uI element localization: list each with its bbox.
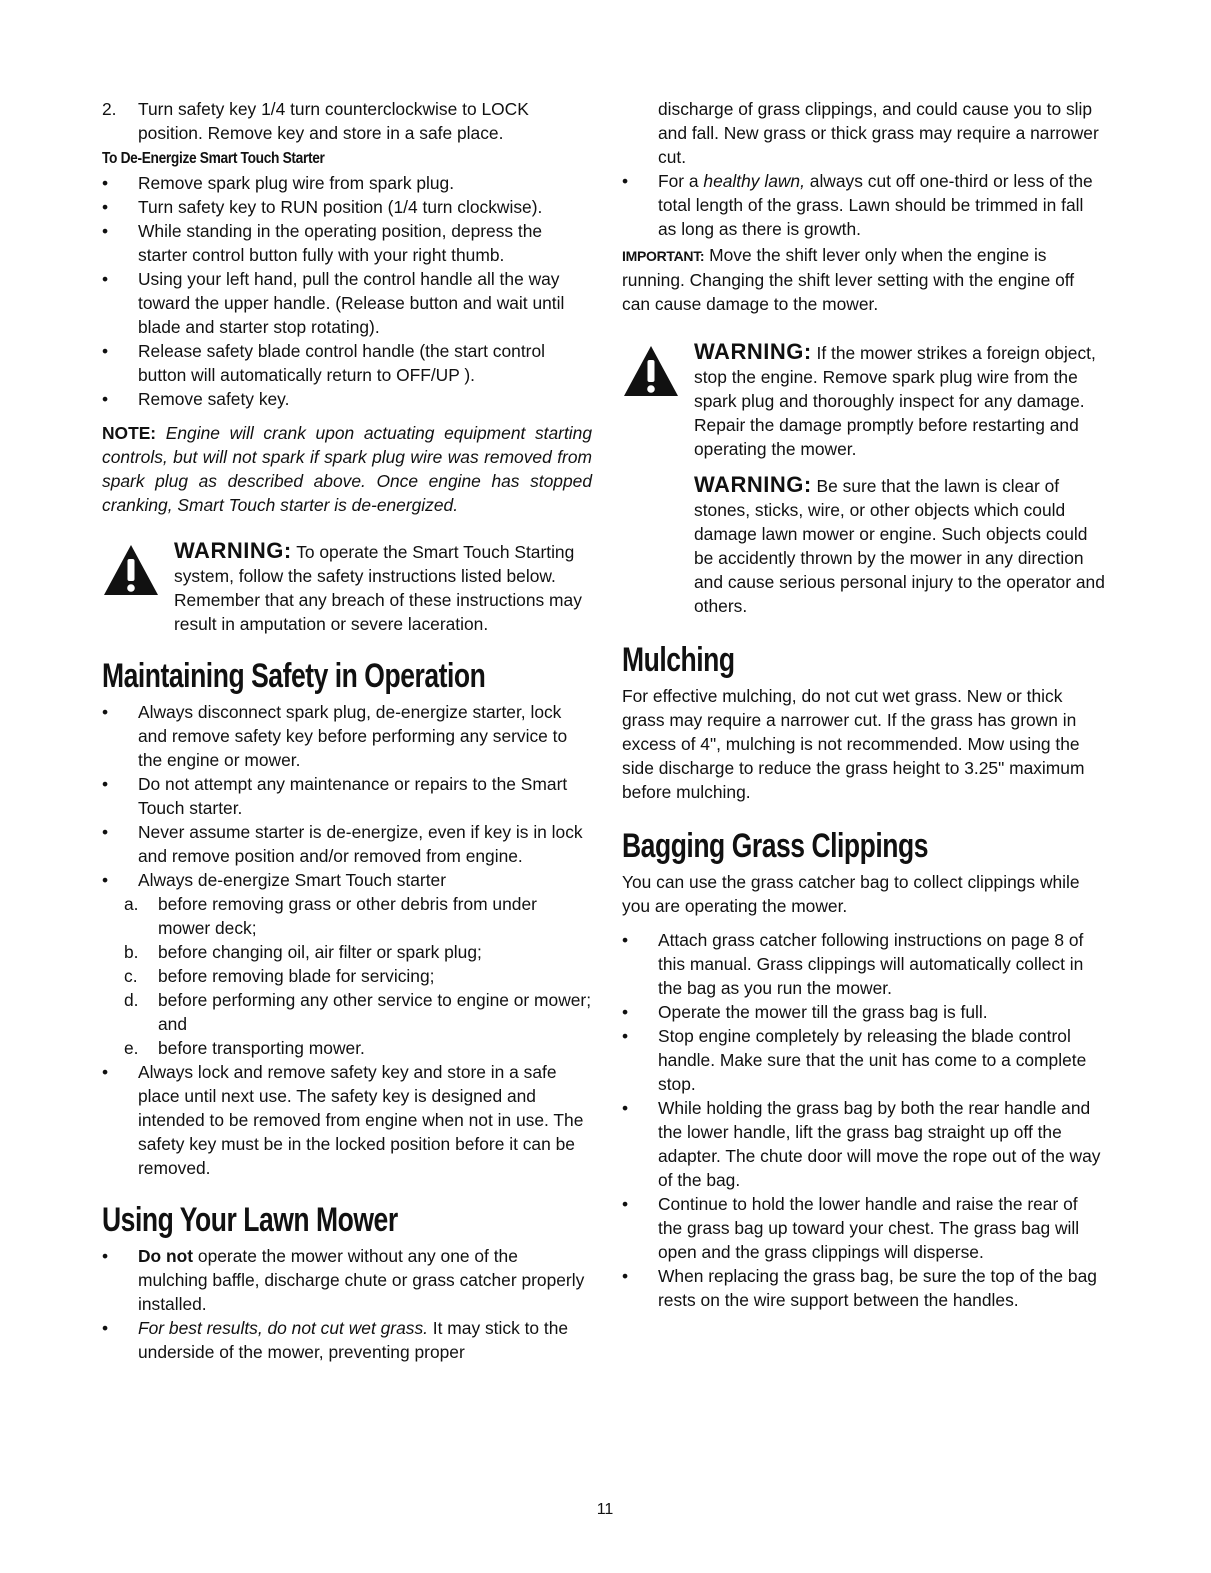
- list-item: [102, 1316, 592, 1364]
- list-item: • While holding the grass bag by both the rear handle and the lower handle, lift the grass bag straight up off the adapter. The chute door will move the rope out of the way of the bag.: [622, 1096, 1106, 1192]
- step-2-number: 2.: [102, 99, 117, 119]
- warning-label: WARNING:: [694, 472, 812, 497]
- using-mower-heading: Using Your Lawn Mower: [102, 1201, 398, 1239]
- healthy-rest: always cut off one-third or less of the total length of the grass. Lawn should be trimmed in fall as long as there is growth.: [658, 171, 1093, 239]
- step-2-text: Turn safety key 1/4 turn counterclockwise to LOCK position. Remove key and store in a safe place.: [138, 99, 529, 143]
- sub-letter: a.: [124, 894, 139, 914]
- maint-sub-list: [102, 892, 592, 1060]
- healthy-lawn-list: [622, 169, 1106, 241]
- maintenance-list: [102, 700, 592, 1180]
- do-not-text: Do not: [138, 1246, 194, 1266]
- left-column: [102, 97, 592, 1364]
- list-item: • Remove safety key.: [102, 387, 592, 411]
- best-results-text: For best results, do not cut wet grass.: [138, 1318, 428, 1338]
- warning-label: WARNING:: [174, 538, 292, 563]
- sub-text: before transporting mower.: [158, 1038, 365, 1058]
- deenergize-list: [102, 171, 592, 411]
- list-item: • Do not attempt any maintenance or repairs to the Smart Touch starter.: [102, 772, 592, 820]
- page-number: 11: [596, 1501, 614, 1518]
- warning-text: To operate the Smart Touch Starting system, follow the safety instructions listed below. Remember that any breach of these instructions may result in amputation or severe laceration.: [174, 542, 582, 634]
- list-item: • Always lock and remove safety key and store in a safe place until next use. The safety key is designed and intended to be removed from engine when not in use. The safety key must be in the locked position before it can be removed.: [102, 1060, 592, 1180]
- warning-triangle-icon: [102, 543, 160, 597]
- list-item: • Remove spark plug wire from spark plug.: [102, 171, 592, 195]
- mulching-text: For effective mulching, do not cut wet grass. New or thick grass may require a narrower cut. If the grass has grown in excess of 4", mulching is not recommended. Mow using the side discharge to reduce the grass height to 3.25" maximum before mulching.: [622, 686, 1085, 802]
- warning-block-1: [102, 539, 592, 636]
- list-item: • Attach grass catcher following instructions on page 8 of this manual. Grass clippings will automatically collect in the bag as you run the mower.: [622, 928, 1106, 1000]
- bagging-intro: You can use the grass catcher bag to collect clippings while you are operating the mower.: [622, 872, 1080, 916]
- warning-label: WARNING:: [694, 339, 812, 364]
- list-item: • When replacing the grass bag, be sure the top of the bag rests on the wire support between the handles.: [622, 1264, 1106, 1312]
- note-label: NOTE:: [102, 423, 157, 443]
- using-1-rest: operate the mower without any one of the mulching baffle, discharge chute or grass catcher properly installed.: [138, 1246, 585, 1314]
- bagging-list: [622, 928, 1106, 1312]
- sub-letter: b.: [124, 942, 139, 962]
- important-text: Move the shift lever only when the engine is running. Changing the shift lever setting with the engine off can cause damage to the mower.: [622, 245, 1075, 314]
- list-item: • Always disconnect spark plug, de-energize starter, lock and remove safety key before performing any service to the engine or mower.: [102, 700, 592, 772]
- sub-list-item: [102, 988, 592, 1036]
- sub-list-item: [102, 964, 592, 988]
- continued-text: discharge of grass clippings, and could cause you to slip and fall. New grass or thick grass may require a narrower cut.: [658, 99, 1099, 167]
- mulching-heading: Mulching: [622, 641, 735, 679]
- list-item: • Stop engine completely by releasing the blade control handle. Make sure that the unit has come to a complete stop.: [622, 1024, 1106, 1096]
- list-item: • While standing in the operating position, depress the starter control button fully with your right thumb.: [102, 219, 592, 267]
- warning-text: If the mower strikes a foreign object, stop the engine. Remove spark plug wire from the spark plug and thoroughly inspect for any damage. Repair the damage promptly before restarting and operating the mower.: [694, 343, 1096, 459]
- right-column: [622, 97, 1106, 1312]
- list-item: [102, 868, 592, 1060]
- bagging-heading: Bagging Grass Clippings: [622, 827, 929, 865]
- deenergize-heading: To De-Energize Smart Touch Starter: [102, 150, 325, 167]
- sub-list-item: [102, 1036, 592, 1060]
- important-paragraph: [622, 243, 1106, 316]
- sub-text: before removing grass or other debris from under mower deck;: [158, 894, 537, 938]
- list-item: • Never assume starter is de-energize, even if key is in lock and remove position and/or removed from engine.: [102, 820, 592, 868]
- sub-list-item: [102, 892, 592, 940]
- list-item: • Continue to hold the lower handle and raise the rear of the grass bag up toward your chest. The grass bag will open and the grass clippings will disperse.: [622, 1192, 1106, 1264]
- warning-text: Be sure that the lawn is clear of stones, sticks, wire, or other objects which could damage lawn mower or engine. Such objects could be accidently thrown by the mower in any direction and cause serious personal injury to the operator and others.: [694, 476, 1105, 616]
- warning-block-2: [622, 340, 1106, 461]
- sub-letter: c.: [124, 966, 138, 986]
- list-item: [622, 169, 1106, 241]
- sub-text: before performing any other service to engine or mower; and: [158, 990, 592, 1034]
- warning-block-3: [622, 473, 1106, 618]
- note-paragraph: [102, 421, 592, 517]
- maint-item-4-text: Always de-energize Smart Touch starter: [138, 870, 447, 890]
- using-list: [102, 1244, 592, 1364]
- maintaining-safety-heading: Maintaining Safety in Operation: [102, 657, 486, 695]
- sub-letter: e.: [124, 1038, 139, 1058]
- healthy-pre: For a: [658, 171, 704, 191]
- list-item: • Turn safety key to RUN position (1/4 turn clockwise).: [102, 195, 592, 219]
- sub-text: before removing blade for servicing;: [158, 966, 435, 986]
- list-item: • Release safety blade control handle (the start control button will automatically return to OFF/UP ).: [102, 339, 592, 387]
- list-item: • Operate the mower till the grass bag is full.: [622, 1000, 1106, 1024]
- note-text: Engine will crank upon actuating equipment starting controls, but will not spark if spark plug wire was removed from spark plug as described above. Once engine has stopped cranking, Smart Touch starter is de-energized.: [102, 423, 592, 515]
- warning-triangle-icon: [622, 344, 680, 398]
- step-2: [102, 97, 592, 145]
- important-label: IMPORTANT:: [622, 248, 705, 264]
- using-2-rest: It may stick to the underside of the mower, preventing proper: [138, 1318, 569, 1362]
- sub-list-item: [102, 940, 592, 964]
- healthy-lawn-text: healthy lawn,: [703, 171, 805, 191]
- sub-text: before changing oil, air filter or spark plug;: [158, 942, 482, 962]
- sub-letter: d.: [124, 990, 139, 1010]
- list-item: [102, 1244, 592, 1316]
- list-item: • Using your left hand, pull the control handle all the way toward the upper handle. (Release button and wait until blade and starter stop rotating).: [102, 267, 592, 339]
